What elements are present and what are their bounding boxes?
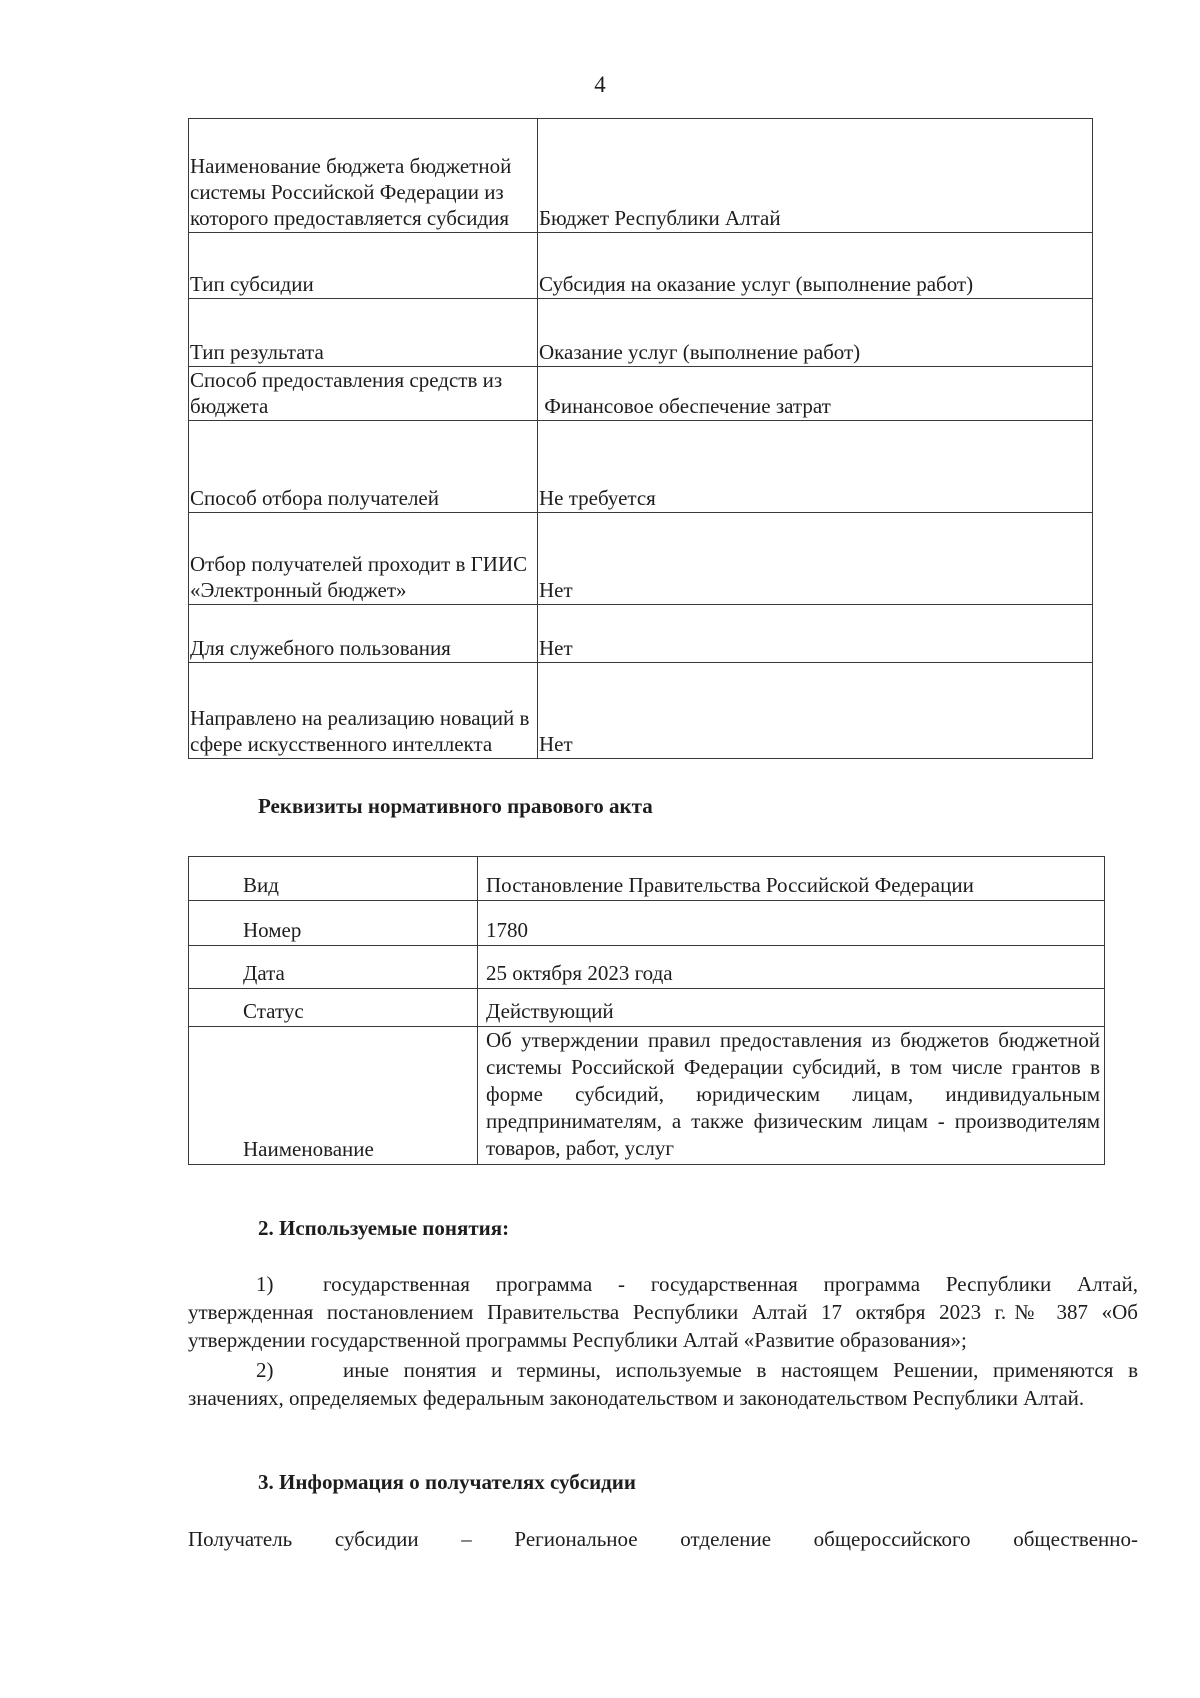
table-row: [189, 367, 1093, 421]
table-cell-value: Нет: [538, 513, 1093, 605]
table-cell-value: Финансовое обеспечение затрат: [538, 367, 1093, 421]
table-cell-label: Отбор получателей проходит в ГИИС «Электронный бюджет»: [189, 513, 538, 605]
legal-act-table: [188, 856, 1105, 1165]
table-row: [189, 989, 1105, 1027]
table-cell-label: Дата: [189, 946, 478, 989]
table-row: [189, 233, 1093, 299]
table-row: [189, 421, 1093, 513]
table-cell-value: Оказание услуг (выполнение работ): [538, 299, 1093, 367]
definition-text: государственная программа - государственная программа Республики Алтай, утвержденная постановлением Правительства Республики Алтай 17 октября 2023 г.№ 387 «Об утверждении государственной программы Республики Алтай «Развитие образования»;: [188, 1272, 1138, 1352]
table-cell-value: Об утверждении правил предоставления из бюджетов бюджетной системы Российской Федерации субсидий, в том числе грантов в форме субсидий, юридическим лицам, индивидуальным предпринимателям, а также физическим лицам - производителям товаров, работ, услуг: [478, 1027, 1105, 1165]
table-cell-value: 1780: [478, 901, 1105, 946]
table-cell-label: Тип субсидии: [189, 233, 538, 299]
table-cell-label: Наименование: [189, 1027, 478, 1165]
table-cell-value: Бюджет Республики Алтай: [538, 119, 1093, 233]
table-row: [189, 857, 1105, 901]
table-cell-label: Статус: [189, 989, 478, 1027]
table-cell-label: Способ предоставления средств из бюджета: [189, 367, 538, 421]
budget-info-table: [188, 118, 1093, 759]
table-cell-label: Номер: [189, 901, 478, 946]
table-row: [189, 513, 1093, 605]
recipient-paragraph: Получатель субсидии – Региональное отделение общероссийского общественно-: [188, 1527, 1138, 1551]
table-row: [189, 1027, 1105, 1165]
table-row: [189, 946, 1105, 989]
table-cell-value: Действующий: [478, 989, 1105, 1027]
table-cell-label: Наименование бюджета бюджетной системы Российской Федерации из которого предоставляется субсидия: [189, 119, 538, 233]
table-cell-label: Способ отбора получателей: [189, 421, 538, 513]
table-row: [189, 119, 1093, 233]
table-cell-label: Для служебного пользования: [189, 605, 538, 663]
table-row: [189, 605, 1093, 663]
definition-item: [188, 1356, 1138, 1412]
table-row: [189, 901, 1105, 946]
table-cell-value: Субсидия на оказание услуг (выполнение работ): [538, 233, 1093, 299]
table-cell-label: Вид: [189, 857, 478, 901]
list-number: 1): [256, 1272, 274, 1296]
table-cell-value: Не требуется: [538, 421, 1093, 513]
definition-item: [188, 1270, 1138, 1354]
page-number: 4: [594, 72, 606, 97]
act-heading: Реквизиты нормативного правового акта: [258, 794, 653, 818]
table-cell-value: Нет: [538, 663, 1093, 759]
definition-text: иные понятия и термины, используемые в настоящем Решении, применяются в значениях, определяемых федеральным законодательством и законодательством Республики Алтай.: [188, 1358, 1138, 1410]
table-row: [189, 663, 1093, 759]
section-2-heading: 2. Используемые понятия:: [258, 1216, 510, 1240]
table-cell-label: Тип результата: [189, 299, 538, 367]
section-3-heading: 3. Информация о получателях субсидии: [258, 1470, 636, 1494]
list-number: 2): [256, 1358, 274, 1382]
table-row: [189, 299, 1093, 367]
table-cell-value: Постановление Правительства Российской Федерации: [478, 857, 1105, 901]
table-cell-value: 25 октября 2023 года: [478, 946, 1105, 989]
table-cell-label: Направлено на реализацию новаций в сфере искусственного интеллекта: [189, 663, 538, 759]
table-cell-value: Нет: [538, 605, 1093, 663]
